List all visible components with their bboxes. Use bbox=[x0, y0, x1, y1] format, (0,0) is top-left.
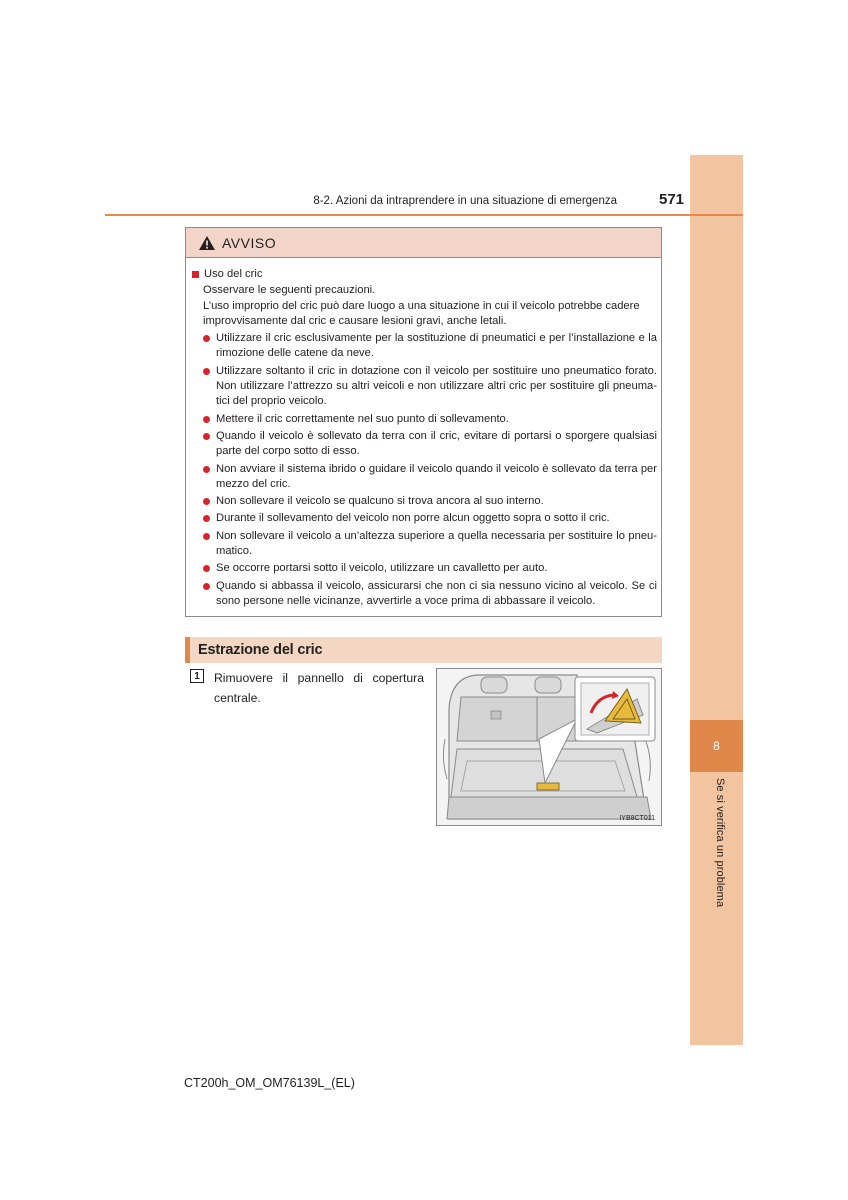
section-title-bar bbox=[185, 637, 662, 663]
list-item: Quando si abbassa il veicolo, assicurarsi che non ci sia nessuno vicino al veicolo. Se ci sono persone nelle vicinanze, avvertirle a voce prima di abbassare il veicolo. bbox=[190, 579, 657, 610]
step-number-box bbox=[190, 669, 204, 683]
bullet-icon bbox=[203, 368, 210, 375]
warning-body bbox=[186, 258, 661, 609]
list-item: Durante il sollevamento del veicolo non porre alcun oggetto sopra o sotto il cric. bbox=[190, 511, 657, 526]
bullet-icon bbox=[203, 335, 210, 342]
chapter-number-tab[interactable] bbox=[690, 720, 743, 772]
step-text: Rimuovere il pannello di copertura centrale. bbox=[214, 671, 424, 705]
chapter-label: Se si verifica un problema bbox=[714, 778, 726, 908]
page-number: 571 bbox=[659, 191, 685, 208]
list-item: Non sollevare il veicolo a un’altezza superiore a quella necessaria per sostituire lo pneu- matico. bbox=[190, 529, 657, 560]
section-title: Estrazione del cric bbox=[198, 642, 323, 658]
list-item: Utilizzare soltanto il cric in dotazione con il veicolo per sostituire uno pneumatico forato. Non utilizzare l’attrezzo su altri veicoli e non utilizzare altri cric per sostituire gli pneuma- tici del proprio veicolo. bbox=[190, 364, 657, 410]
list-item: Quando il veicolo è sollevato da terra con il cric, evitare di portarsi o sporgere qualsiasi parte del corpo sotto di esso. bbox=[190, 429, 657, 460]
warning-triangle-icon bbox=[198, 235, 216, 251]
bullet-icon bbox=[203, 583, 210, 590]
bullet-icon bbox=[203, 433, 210, 440]
warning-header bbox=[186, 228, 661, 258]
warning-box bbox=[185, 227, 662, 617]
bullet-icon bbox=[203, 533, 210, 540]
header-divider bbox=[105, 214, 743, 216]
footer-code: CT200h_OM_OM76139L_(EL) bbox=[184, 1076, 355, 1090]
list-item: Utilizzare il cric esclusivamente per la sostituzione di pneumatici e per l’installazione e la rimozione delle catene da neve. bbox=[190, 331, 657, 362]
step-number: 1 bbox=[194, 670, 200, 682]
warning-intro-2: L’uso improprio del cric può dare luogo a una situazione in cui il veicolo potrebbe cadere improvvisamente dal cric e causare lesioni gravi, anche letali. bbox=[203, 299, 640, 327]
bullet-icon bbox=[203, 416, 210, 423]
warning-subtitle-row bbox=[190, 267, 657, 282]
bullet-icon bbox=[203, 515, 210, 522]
section-heading: 8-2. Azioni da intraprendere in una situazione di emergenza bbox=[313, 195, 617, 207]
bullet-icon bbox=[203, 565, 210, 572]
warning-title: AVVISO bbox=[222, 234, 277, 251]
warning-subtitle: Uso del cric bbox=[204, 268, 263, 280]
illustration-code: IYB8CT011 bbox=[619, 815, 655, 822]
list-item: Non sollevare il veicolo se qualcuno si trova ancora al suo interno. bbox=[190, 494, 657, 509]
trunk-illustration bbox=[436, 668, 662, 826]
red-square-icon bbox=[192, 271, 199, 278]
bullet-icon bbox=[203, 498, 210, 505]
list-item: Se occorre portarsi sotto il veicolo, utilizzare un cavalletto per auto. bbox=[190, 561, 657, 576]
trunk-drawing bbox=[437, 669, 661, 825]
list-item: Mettere il cric correttamente nel suo punto di sollevamento. bbox=[190, 412, 657, 427]
bullet-icon bbox=[203, 466, 210, 473]
warning-intro-1: Osservare le seguenti precauzioni. bbox=[203, 284, 376, 297]
chapter-number: 8 bbox=[713, 739, 720, 753]
list-item: Non avviare il sistema ibrido o guidare il veicolo quando il veicolo è sollevato da terra per mezzo del cric. bbox=[190, 462, 657, 493]
